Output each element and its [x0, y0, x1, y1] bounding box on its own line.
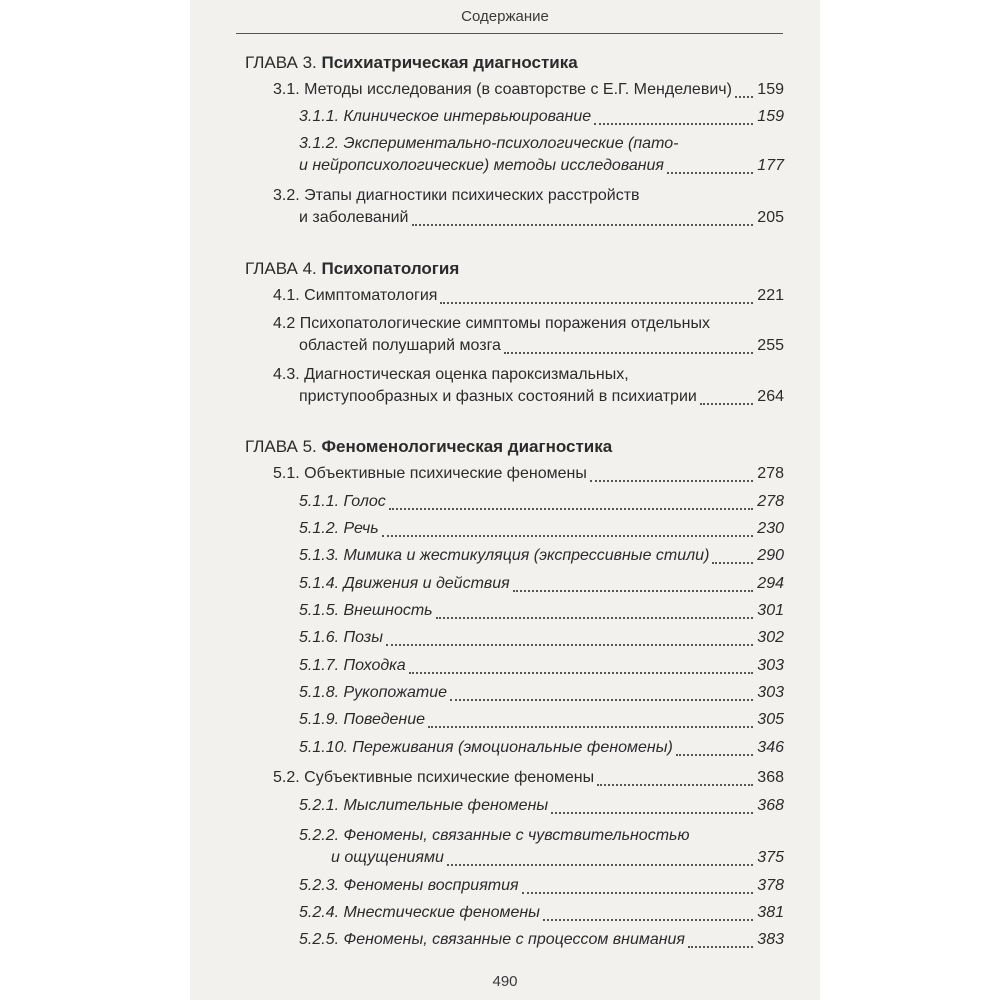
dot-leader [428, 725, 753, 728]
chapter-title: Психопатология [321, 259, 460, 278]
entry-page: 230 [757, 520, 784, 537]
entry-title: 5.2.2. Феномены, связанные с чувствительностью [299, 827, 690, 844]
toc-entry[interactable] [299, 491, 784, 513]
toc-entry[interactable] [299, 709, 784, 731]
chapter-label: ГЛАВА 4. [245, 259, 317, 278]
entry-page: 278 [757, 493, 784, 510]
chapter-title: Психиатрическая диагностика [321, 53, 578, 72]
entry-page: 301 [757, 602, 784, 619]
entry-title: 5.1.7. Походка [299, 657, 406, 674]
toc-entry[interactable] [299, 106, 784, 128]
toc-entry[interactable] [299, 875, 784, 897]
toc-entry[interactable] [299, 155, 784, 177]
chapter-heading [245, 258, 459, 280]
toc-entry[interactable] [299, 600, 784, 622]
dot-leader [594, 122, 753, 125]
entry-page: 290 [757, 547, 784, 564]
dot-leader [447, 863, 753, 866]
entry-page: 294 [757, 575, 784, 592]
entry-page: 346 [757, 739, 784, 756]
entry-title: 5.1.6. Позы [299, 629, 383, 646]
toc-entry[interactable] [299, 207, 784, 229]
entry-title: 4.3. Диагностическая оценка пароксизмальных, [273, 366, 629, 383]
toc-entry[interactable] [299, 682, 784, 704]
entry-title-cont: и ощущениями [331, 849, 444, 866]
entry-page: 305 [757, 711, 784, 728]
entry-title: 5.1.3. Мимика и жестикуляция (экспрессивные стили) [299, 547, 710, 564]
dot-leader [409, 671, 753, 674]
entry-title: 5.2. Субъективные психические феномены [273, 769, 595, 786]
chapter-label: ГЛАВА 3. [245, 53, 317, 72]
entry-page: 205 [757, 209, 784, 226]
entry-page: 368 [757, 797, 784, 814]
dot-leader [389, 507, 753, 510]
dot-leader [440, 301, 753, 304]
running-head: Содержание [461, 8, 549, 25]
dot-leader [735, 95, 753, 98]
dot-leader [667, 171, 753, 174]
dot-leader [386, 643, 753, 646]
chapter-title: Феноменологическая диагностика [321, 437, 613, 456]
entry-title: 5.1.10. Переживания (эмоциональные феномены) [299, 739, 673, 756]
dot-leader [513, 589, 753, 592]
entry-title: 4.2 Психопатологические симптомы поражения отдельных [273, 315, 710, 332]
toc-entry[interactable] [299, 518, 784, 540]
entry-title: 5.1.4. Движения и действия [299, 575, 510, 592]
entry-page: 383 [757, 931, 784, 948]
toc-entry-line1 [299, 133, 678, 155]
chapter-heading [245, 436, 612, 458]
toc-entry[interactable] [273, 79, 784, 101]
entry-page: 378 [757, 877, 784, 894]
dot-leader [543, 918, 753, 921]
toc-entry-line1 [273, 185, 640, 207]
toc-entry[interactable] [273, 767, 784, 789]
dot-leader [590, 479, 753, 482]
entry-title: 3.1.1. Клиническое интервьюирование [299, 108, 592, 125]
chapter-heading [245, 52, 578, 74]
entry-page: 264 [757, 388, 784, 405]
entry-page: 255 [757, 337, 784, 354]
dot-leader [382, 534, 753, 537]
entry-page: 302 [757, 629, 784, 646]
entry-title-cont: приступообразных и фазных состояний в психиатрии [299, 388, 697, 405]
entry-page: 303 [757, 657, 784, 674]
toc-entry-line1 [273, 364, 629, 386]
entry-page: 278 [757, 465, 784, 482]
toc-entry[interactable] [299, 795, 784, 817]
dot-leader [676, 753, 753, 756]
toc-entry-line1 [273, 313, 710, 335]
toc-entry[interactable] [299, 573, 784, 595]
entry-title-cont: и нейропсихологические) методы исследования [299, 157, 664, 174]
entry-page: 159 [757, 81, 784, 98]
dot-leader [436, 616, 753, 619]
entry-title: 5.1. Объективные психические феномены [273, 465, 587, 482]
toc-entry[interactable] [299, 655, 784, 677]
toc-entry[interactable] [331, 847, 784, 869]
entry-title: 3.1. Методы исследования (в соавторстве с Е.Г. Менделевич) [273, 81, 732, 98]
entry-title: 5.2.3. Феномены восприятия [299, 877, 519, 894]
entry-page: 368 [757, 769, 784, 786]
entry-title: 3.2. Этапы диагностики психических расстройств [273, 187, 640, 204]
chapter-label: ГЛАВА 5. [245, 437, 317, 456]
toc-entry[interactable] [299, 929, 784, 951]
entry-title: 5.1.2. Речь [299, 520, 379, 537]
entry-page: 303 [757, 684, 784, 701]
dot-leader [551, 811, 753, 814]
entry-title: 5.2.5. Феномены, связанные с процессом внимания [299, 931, 685, 948]
toc-entry[interactable] [299, 902, 784, 924]
toc-entry[interactable] [299, 386, 784, 408]
entry-title: 5.1.8. Рукопожатие [299, 684, 447, 701]
dot-leader [712, 561, 753, 564]
entry-title: 5.1.9. Поведение [299, 711, 426, 728]
toc-entry[interactable] [299, 335, 784, 357]
toc-entry[interactable] [299, 737, 784, 759]
entry-page: 177 [757, 157, 784, 174]
dot-leader [412, 223, 754, 226]
entry-title-cont: и заболеваний [299, 209, 409, 226]
entry-title: 5.1.5. Внешность [299, 602, 433, 619]
dot-leader [522, 891, 753, 894]
dot-leader [597, 783, 753, 786]
entry-title-cont: областей полушарий мозга [299, 337, 501, 354]
toc-entry[interactable] [273, 285, 784, 307]
dot-leader [700, 402, 753, 405]
entry-title: 5.2.1. Мыслительные феномены [299, 797, 549, 814]
toc-entry[interactable] [273, 463, 784, 485]
entry-title: 3.1.2. Экспериментально-психологические (пато- [299, 135, 679, 152]
entry-page: 375 [757, 849, 784, 866]
dot-leader [688, 945, 753, 948]
entry-title: 5.1.1. Голос [299, 493, 386, 510]
entry-page: 159 [757, 108, 784, 125]
toc-entry-line1 [299, 825, 689, 847]
entry-page: 221 [757, 287, 784, 304]
page-number: 490 [492, 973, 518, 990]
toc-entry[interactable] [299, 627, 784, 649]
entry-page: 381 [757, 904, 784, 921]
toc-entry[interactable] [299, 545, 784, 567]
entry-title: 4.1. Симптоматология [273, 287, 438, 304]
dot-leader [450, 698, 753, 701]
dot-leader [504, 351, 753, 354]
entry-title: 5.2.4. Мнестические феномены [299, 904, 540, 921]
